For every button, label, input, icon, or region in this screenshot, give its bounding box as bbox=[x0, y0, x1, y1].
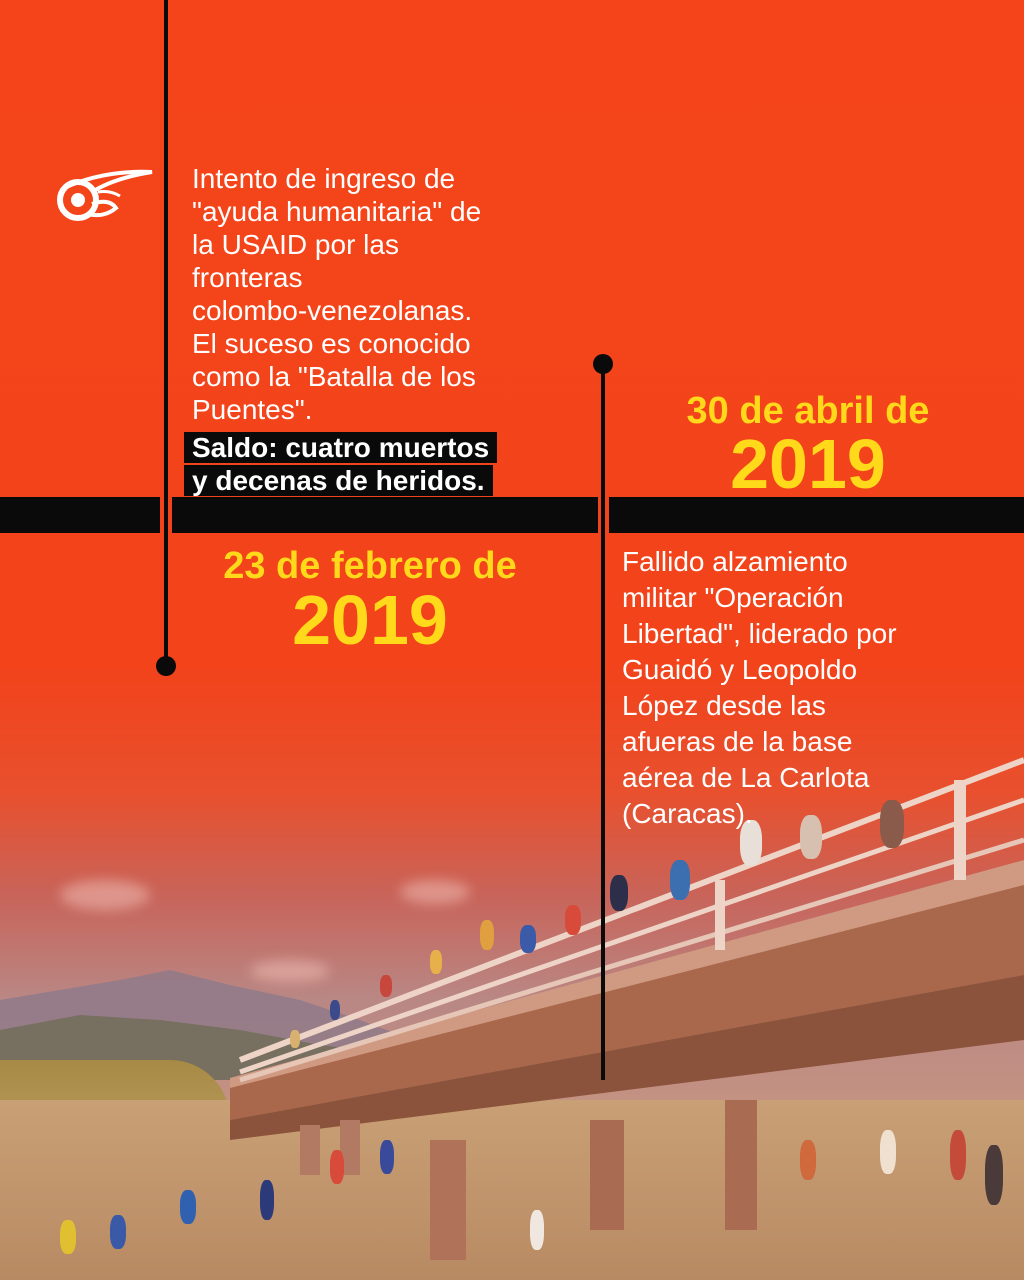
event-1-description-line: Intento de ingreso de bbox=[192, 163, 456, 194]
event-1-description-line: como la "Batalla de los bbox=[192, 361, 476, 392]
event-2-description-line: López desde las bbox=[622, 690, 826, 721]
event-1-description-line: Puentes". bbox=[192, 394, 313, 425]
event-2-description bbox=[622, 544, 1022, 832]
event-2-description-line: (Caracas). bbox=[622, 798, 753, 829]
event-2-date-line: 30 de abril de bbox=[686, 390, 930, 432]
timeline-vertical-line-1 bbox=[164, 0, 168, 666]
event-2-description-line: militar "Operación bbox=[622, 582, 844, 613]
event-1-year: 2019 bbox=[292, 581, 448, 659]
event-1-description-line: colombo-venezolanas. bbox=[192, 295, 473, 326]
event-2-description-line: Libertad", liderado por bbox=[622, 618, 897, 649]
event-2-description-line: afueras de la base bbox=[622, 726, 853, 757]
event-1-description-line: El suceso es conocido bbox=[192, 328, 471, 359]
timeline-dot-2 bbox=[593, 354, 613, 374]
event-2-description-line: aérea de La Carlota bbox=[622, 762, 870, 793]
event-2-description-line: Fallido alzamiento bbox=[622, 546, 848, 577]
timeline-vertical-line-2 bbox=[601, 364, 605, 1080]
timeline-horizontal-bar-left bbox=[0, 497, 160, 533]
al-mayadeen-logo-icon bbox=[54, 168, 154, 230]
event-1-description-line: "ayuda humanitaria" de bbox=[192, 196, 482, 227]
event-2-description-line: Guaidó y Leopoldo bbox=[622, 654, 858, 685]
event-1-highlight-line: Saldo: cuatro muertos bbox=[184, 432, 497, 463]
event-1-highlight-line: y decenas de heridos. bbox=[184, 465, 493, 496]
event-1-description-line: la USAID por las bbox=[192, 229, 399, 260]
event-1-date-line: 23 de febrero de bbox=[223, 545, 517, 587]
event-1-highlight bbox=[184, 431, 497, 497]
event-1-description bbox=[192, 162, 592, 426]
event-1-description-line: fronteras bbox=[192, 262, 303, 293]
timeline-horizontal-bar-middle bbox=[172, 497, 598, 533]
event-2-year: 2019 bbox=[730, 425, 886, 503]
